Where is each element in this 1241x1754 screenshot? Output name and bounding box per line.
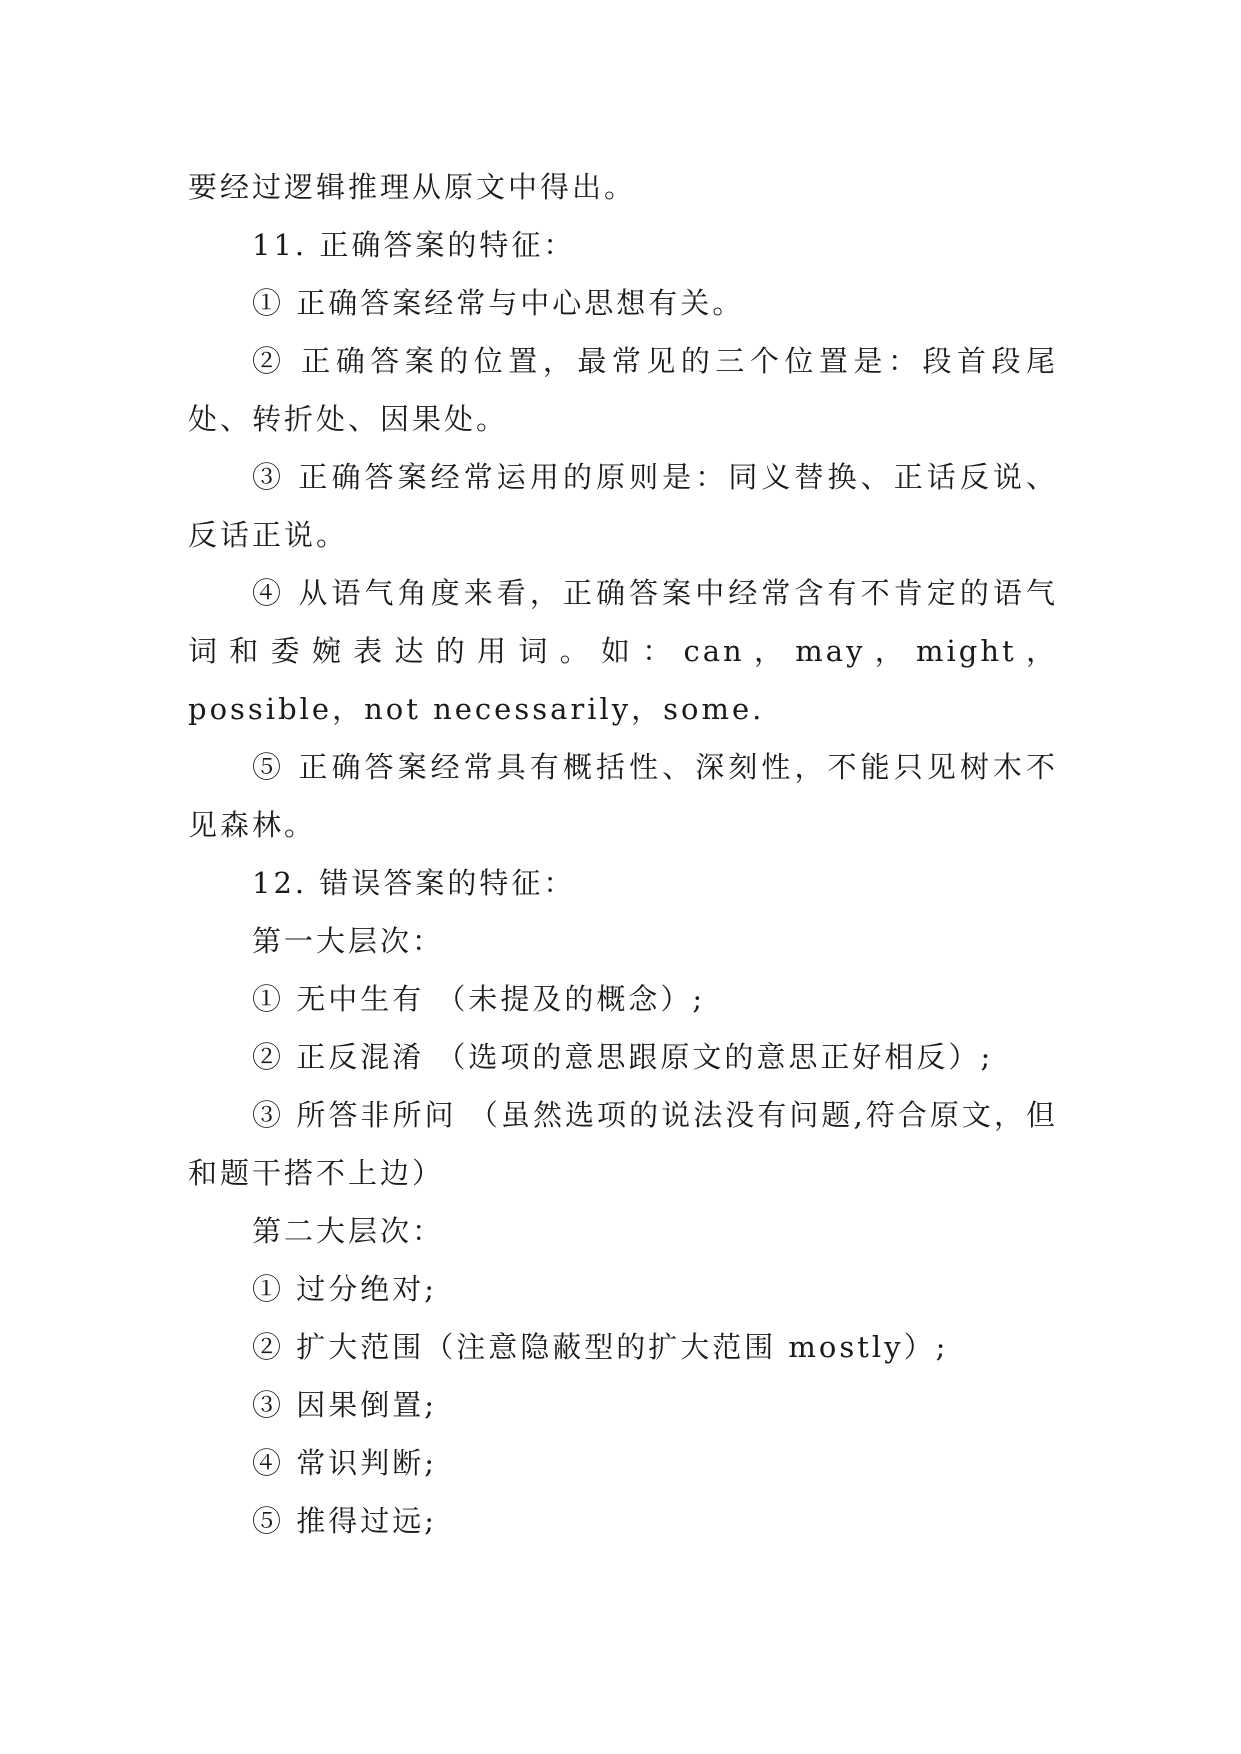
heading-wrong-answer-features: 12. 错误答案的特征： — [252, 866, 576, 900]
list-item: ④ 常识判断; — [252, 1446, 437, 1480]
list-item: ③ 正确答案经常运用的原则是：同义替换、正话反说、反话正说。 — [188, 460, 1058, 552]
list-item: ⑤ 正确答案经常具有概括性、深刻性，不能只见树木不见森林。 — [188, 750, 1058, 842]
list-item: ① 无中生有 （未提及的概念）; — [252, 982, 706, 1016]
list-item: ③ 因果倒置; — [252, 1388, 437, 1422]
subheading-level-two: 第二大层次： — [252, 1214, 445, 1248]
list-item: ⑤ 推得过远; — [252, 1504, 437, 1538]
list-item: ① 正确答案经常与中心思想有关。 — [252, 286, 745, 320]
list-item: ④ 从语气角度来看，正确答案中经常含有不肯定的语气词和委婉表达的用词。如：can，may，might，possible，not necessarily，some. — [188, 576, 1058, 726]
paragraph-1: 要经过逻辑推理从原文中得出。 — [188, 170, 637, 204]
list-item: ② 正确答案的位置，最常见的三个位置是：段首段尾处、转折处、因果处。 — [188, 344, 1058, 436]
list-item: ③ 所答非所问 （虽然选项的说法没有问题,符合原文，但和题干搭不上边） — [188, 1098, 1058, 1190]
subheading-level-one: 第一大层次： — [252, 924, 445, 958]
document-body — [188, 158, 1058, 1550]
list-item: ② 扩大范围（注意隐蔽型的扩大范围 mostly）; — [252, 1330, 949, 1364]
list-item: ② 正反混淆 （选项的意思跟原文的意思正好相反）; — [252, 1040, 994, 1074]
list-item: ① 过分绝对; — [252, 1272, 437, 1306]
heading-correct-answer-features: 11. 正确答案的特征： — [252, 228, 576, 262]
